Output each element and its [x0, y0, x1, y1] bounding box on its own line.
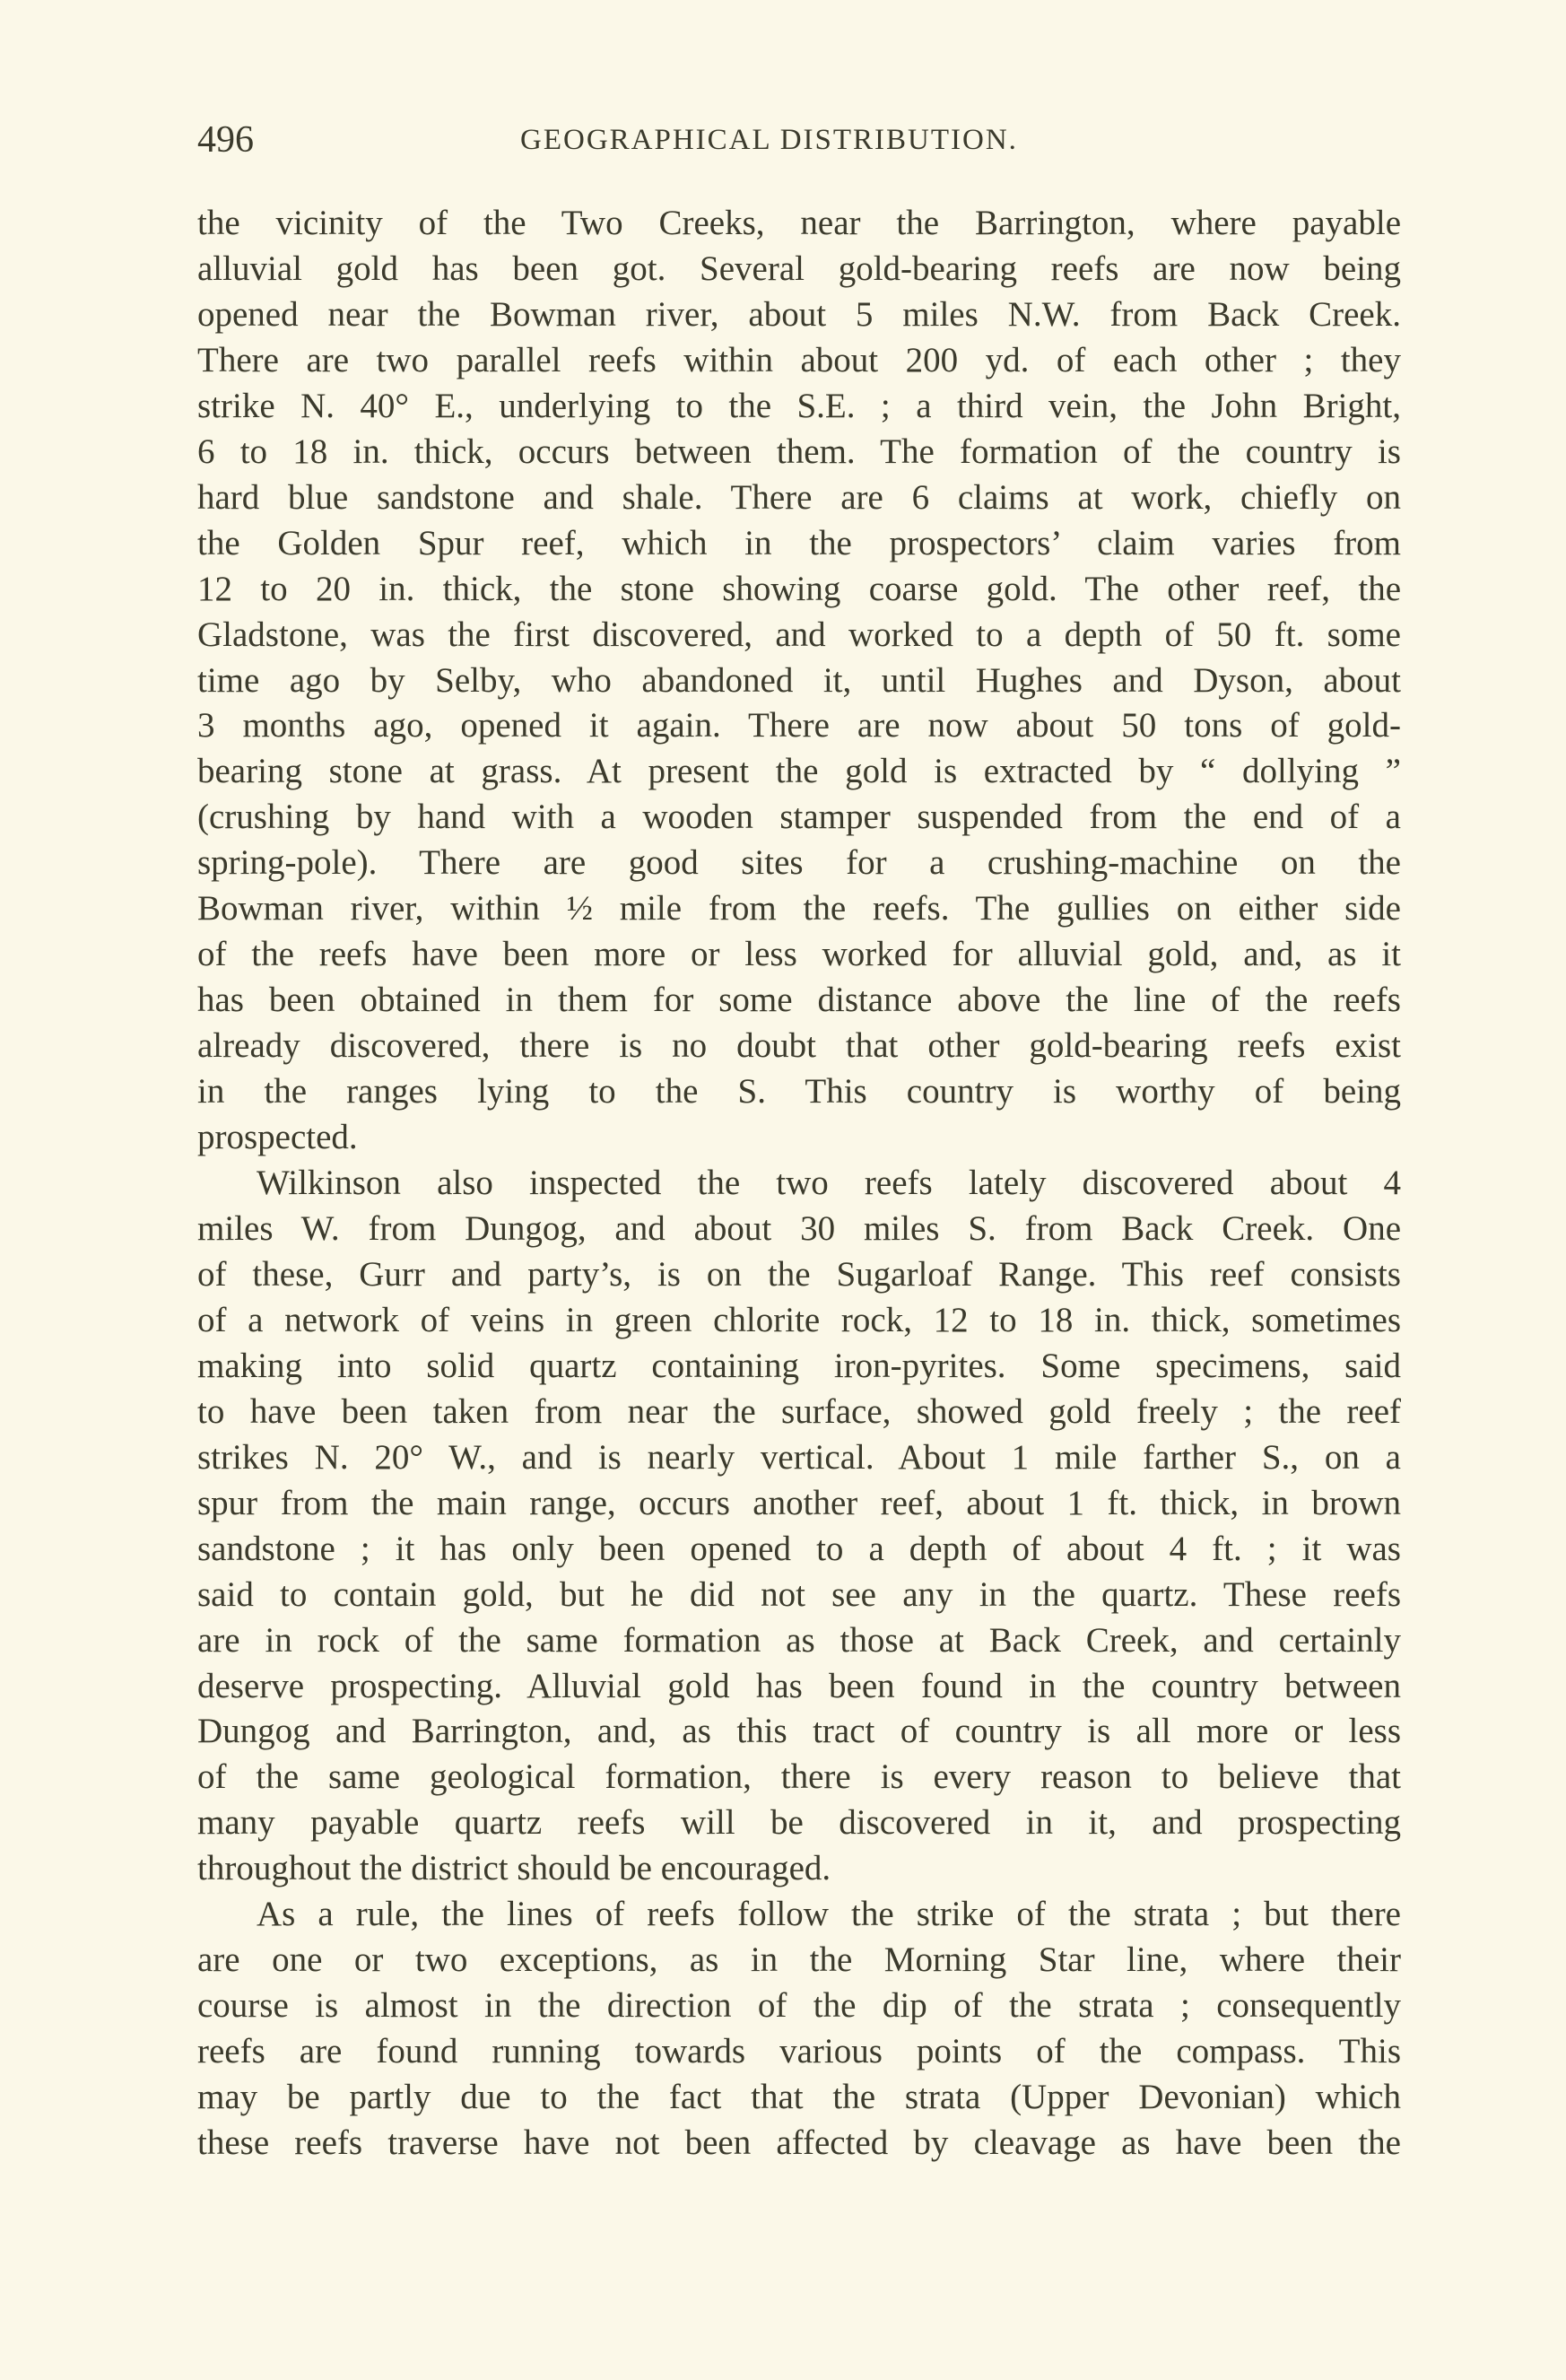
text-line: Gladstone, was the first discovered, and worked to a depth of 50 ft. some — [197, 615, 1401, 654]
text-line: Wilkinson also inspected the two reefs lately discovered about 4 — [257, 1164, 1401, 1203]
text-line: are one or two exceptions, as in the Morning Star line, where their — [197, 1940, 1401, 1980]
body-text — [197, 201, 1401, 2166]
page-number: 496 — [197, 119, 254, 161]
text-line: to have been taken from near the surface, showed gold freely ; the reef — [197, 1391, 1401, 1431]
text-line: of the same geological formation, there is every reason to believe that — [197, 1757, 1401, 1797]
text-line: As a rule, the lines of reefs follow the strike of the strata ; but there — [257, 1895, 1401, 1934]
text-line: miles W. from Dungog, and about 30 miles S. from Back Creek. One — [197, 1208, 1401, 1248]
text-line: throughout the district should be encouraged. — [197, 1849, 831, 1888]
text-line: may be partly due to the fact that the strata (Upper Devonian) which — [197, 2078, 1401, 2117]
text-line: 6 to 18 in. thick, occurs between them. The formation of the country is — [197, 432, 1401, 471]
text-line: the Golden Spur reef, which in the prospectors’ claim varies from — [197, 523, 1401, 562]
text-line: sandstone ; it has only been opened to a depth of about 4 ft. ; it was — [197, 1529, 1401, 1568]
text-line: (crushing by hand with a wooden stamper suspended from the end of a — [197, 798, 1401, 837]
text-line: has been obtained in them for some distance above the line of the reefs — [197, 981, 1401, 1020]
text-line: 12 to 20 in. thick, the stone showing coarse gold. The other reef, the — [197, 569, 1401, 608]
text-line: spring-pole). There are good sites for a crushing-machine on the — [197, 843, 1401, 883]
text-line: these reefs traverse have not been affected by cleavage as have been the — [197, 2123, 1401, 2163]
text-line: alluvial gold has been got. Several gold-bearing reefs are now being — [197, 248, 1401, 288]
text-line: many payable quartz reefs will be discovered in it, and prospecting — [197, 1803, 1401, 1843]
text-line: said to contain gold, but he did not see any in the quartz. These reefs — [197, 1574, 1401, 1614]
text-line: spur from the main range, occurs another reef, about 1 ft. thick, in brown — [197, 1483, 1401, 1522]
text-line: hard blue sandstone and shale. There are 6 claims at work, chiefly on — [197, 477, 1401, 517]
text-line: Bowman river, within ½ mile from the reefs. The gullies on either side — [197, 889, 1401, 928]
text-line: deserve prospecting. Alluvial gold has been found in the country between — [197, 1666, 1401, 1705]
text-line: already discovered, there is no doubt that other gold-bearing reefs exist — [197, 1026, 1401, 1066]
text-line: opened near the Bowman river, about 5 miles N.W. from Back Creek. — [197, 294, 1401, 334]
text-line: of these, Gurr and party’s, is on the Sugarloaf Range. This reef consists — [197, 1254, 1401, 1294]
text-line: the vicinity of the Two Creeks, near the Barrington, where payable — [197, 204, 1401, 242]
text-line: prospected. — [197, 1118, 358, 1157]
text-line: making into solid quartz containing iron-pyrites. Some specimens, said — [197, 1346, 1401, 1385]
text-line: bearing stone at grass. At present the gold is extracted by “ dollying ” — [197, 752, 1401, 791]
running-title: GEOGRAPHICAL DISTRIBUTION. — [520, 124, 1018, 156]
text-line: course is almost in the direction of the dip of the strata ; consequently — [197, 1986, 1401, 2026]
text-line: of a network of veins in green chlorite rock, 12 to 18 in. thick, sometimes — [197, 1300, 1401, 1339]
text-line: 3 months ago, opened it again. There are now about 50 tons of gold- — [197, 706, 1401, 745]
text-line: in the ranges lying to the S. This country is worthy of being — [197, 1072, 1401, 1112]
text-line: There are two parallel reefs within about 200 yd. of each other ; they — [197, 340, 1401, 379]
text-line: time ago by Selby, who abandoned it, until Hughes and Dyson, about — [197, 660, 1401, 700]
text-line: reefs are found running towards various points of the compass. This — [197, 2032, 1401, 2071]
text-line: of the reefs have been more or less worked for alluvial gold, and, as it — [197, 935, 1401, 974]
text-line: strike N. 40° E., underlying to the S.E. ; a third vein, the John Bright, — [197, 386, 1401, 425]
text-line: are in rock of the same formation as those at Back Creek, and certainly — [197, 1620, 1401, 1660]
text-line: strikes N. 20° W., and is nearly vertical. About 1 mile farther S., on a — [197, 1437, 1401, 1477]
text-line: Dungog and Barrington, and, as this tract of country is all more or less — [197, 1712, 1401, 1751]
